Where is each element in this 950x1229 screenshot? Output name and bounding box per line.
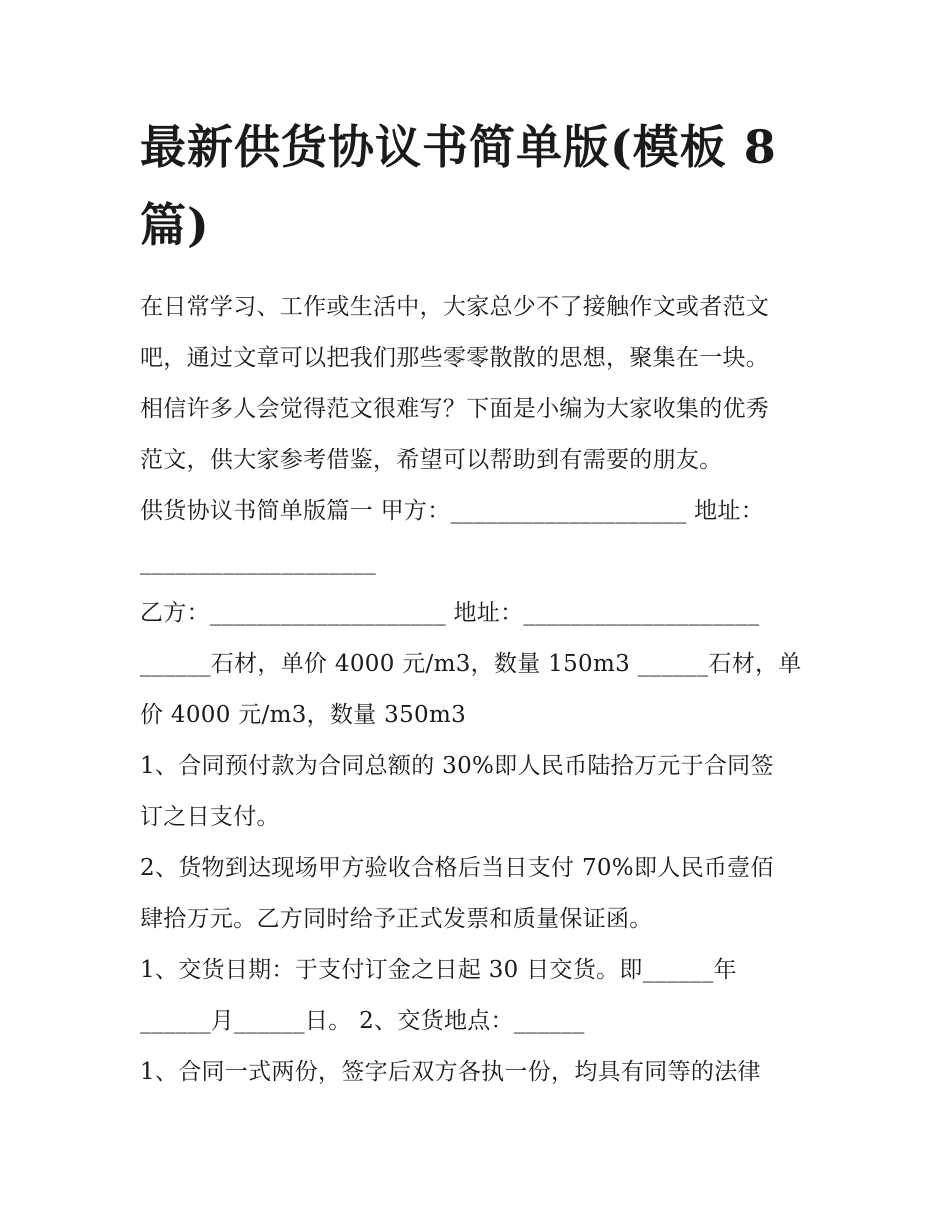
intro-line: 范文，供大家参考借鉴，希望可以帮助到有需要的朋友。 — [140, 447, 723, 473]
title-line-2: 篇) — [140, 198, 210, 252]
intro-line: 在日常学习、工作或生活中，大家总少不了接触作文或者范文 — [140, 294, 770, 320]
title-line-1: 最新供货协议书简单版(模板 8 — [140, 120, 777, 174]
intro-line: 相信许多人会觉得范文很难写？下面是小编为大家收集的优秀 — [140, 396, 770, 422]
party-b-paragraph — [140, 588, 820, 639]
goods-paragraph — [140, 639, 820, 741]
payment-line: 1、合同预付款为合同总额的 30%即人民币陆拾万元于合同签 — [140, 753, 774, 779]
intro-paragraph — [140, 282, 820, 486]
document-page — [140, 108, 820, 1098]
goods-line: 价 4000 元/m3，数量 350m3 — [140, 702, 467, 728]
party-b-line: 乙方：____________________ 地址：____________________ — [140, 600, 760, 626]
intro-line: 吧，通过文章可以把我们那些零零散散的思想，聚集在一块。 — [140, 345, 770, 371]
party-a-line: 供货协议书简单版篇一 甲方：____________________ 地址： — [140, 498, 765, 524]
delivery-line: 1、交货日期：于支付订金之日起 30 日交货。即______年 — [140, 957, 737, 983]
goods-line: ______石材，单价 4000 元/m3，数量 150m3 ______石材，单 — [140, 651, 802, 677]
payment-line: 2、货物到达现场甲方验收合格后当日支付 70%即人民币壹佰 — [140, 855, 774, 881]
payment-clause-2 — [140, 843, 820, 945]
contract-copies-clause — [140, 1047, 820, 1098]
document-title — [140, 108, 820, 264]
contract-copies-line: 1、合同一式两份，签字后双方各执一份，均具有同等的法律 — [140, 1059, 761, 1085]
payment-line: 订之日支付。 — [140, 804, 280, 830]
party-a-address-blank: ____________________ — [140, 549, 376, 575]
delivery-clause — [140, 945, 820, 1047]
party-a-paragraph — [140, 486, 820, 588]
delivery-line: ______月______日。 2、交货地点：______ — [140, 1008, 585, 1034]
payment-clause-1 — [140, 741, 820, 843]
payment-line: 肆拾万元。乙方同时给予正式发票和质量保证函。 — [140, 906, 653, 932]
